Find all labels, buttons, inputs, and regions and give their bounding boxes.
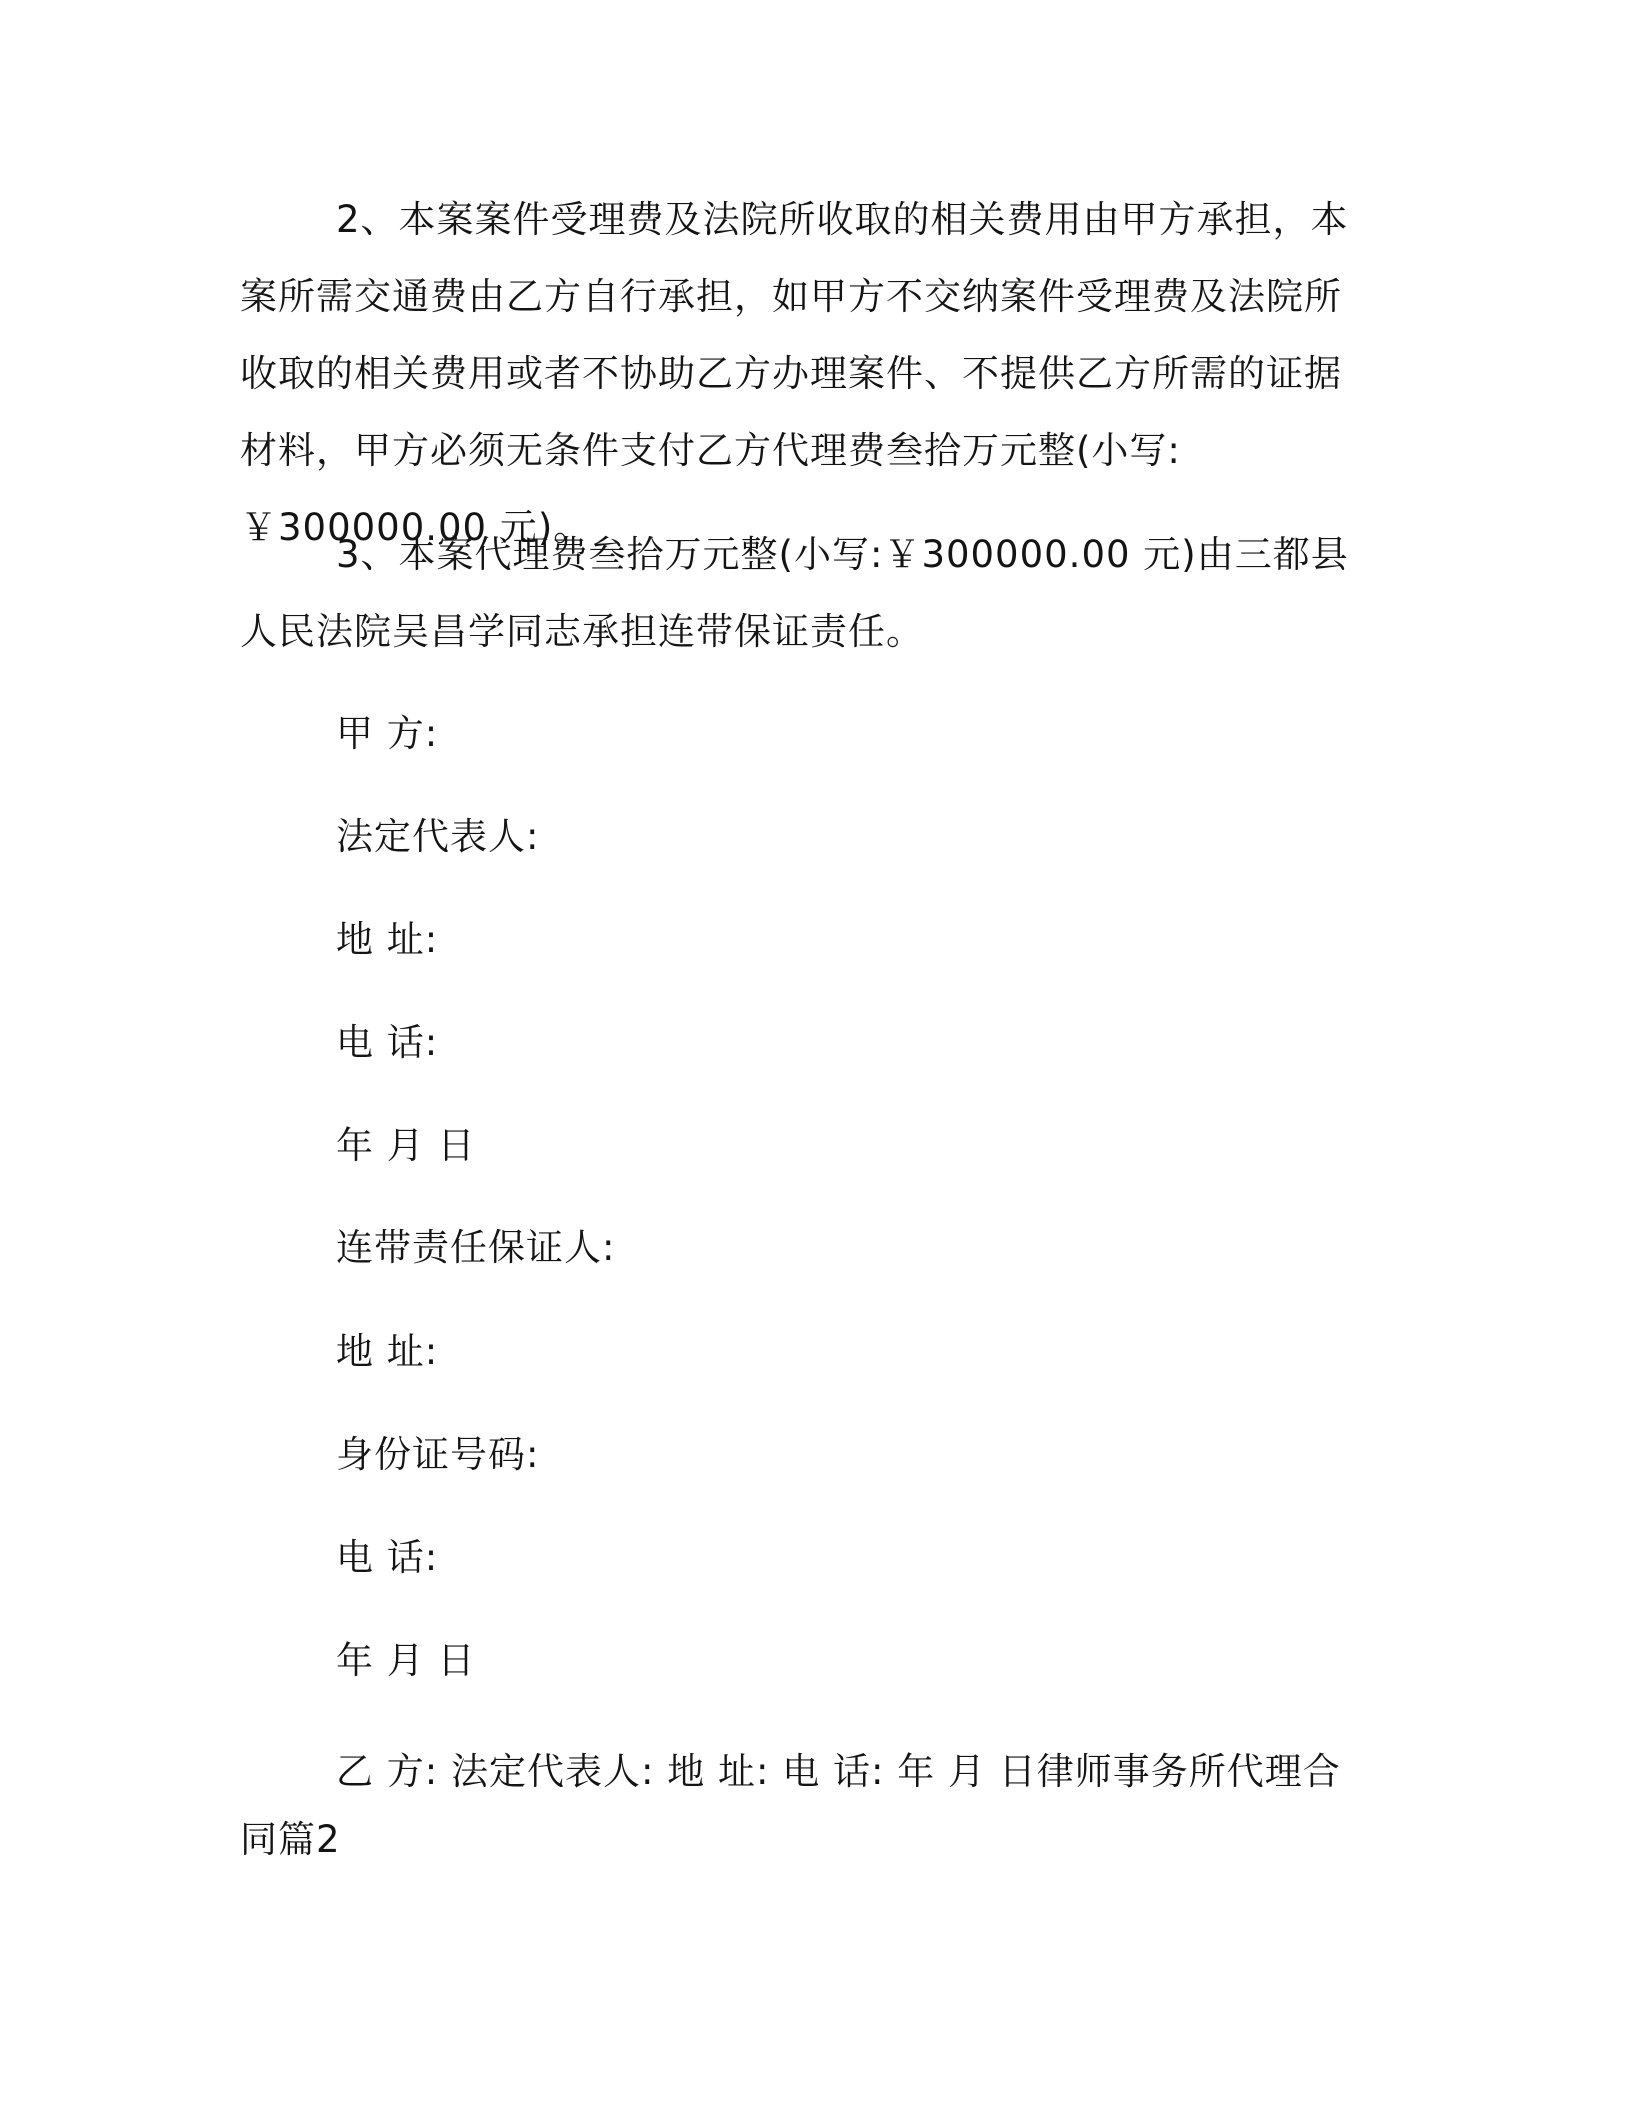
party-a-date: 年 月 日: [336, 1124, 476, 1167]
party-b-line: 乙 方: 法定代表人: 地 址: 电 话: 年 月 日律师事务所代理合同篇2: [240, 1750, 1341, 1861]
guarantor-label: 连带责任保证人:: [336, 1226, 616, 1269]
party-a-legal-rep: 法定代表人:: [336, 815, 540, 858]
clause-3-paragraph: 3、本案代理费叁拾万元整(小写:￥300000.00 元)由三都县人民法院吴昌学同志承担连带保证责任。: [240, 533, 1349, 653]
guarantor-date: 年 月 日: [336, 1639, 476, 1682]
guarantor-address: 地 址:: [336, 1330, 439, 1373]
party-a-address: 地 址:: [336, 918, 439, 961]
party-a-phone: 电 话:: [336, 1021, 439, 1064]
party-a-label: 甲 方:: [336, 712, 439, 755]
guarantor-phone: 电 话:: [336, 1536, 439, 1579]
guarantor-id-number: 身份证号码:: [336, 1433, 540, 1476]
clause-2-paragraph: 2、本案案件受理费及法院所收取的相关费用由甲方承担，本案所需交通费由乙方自行承担，如甲方不交纳案件受理费及法院所收取的相关费用或者不协助乙方办理案件、不提供乙方所需的证据材料，甲方必须无条件支付乙方代理费叁拾万元整(小写:￥300000.00 元)。: [240, 198, 1349, 549]
